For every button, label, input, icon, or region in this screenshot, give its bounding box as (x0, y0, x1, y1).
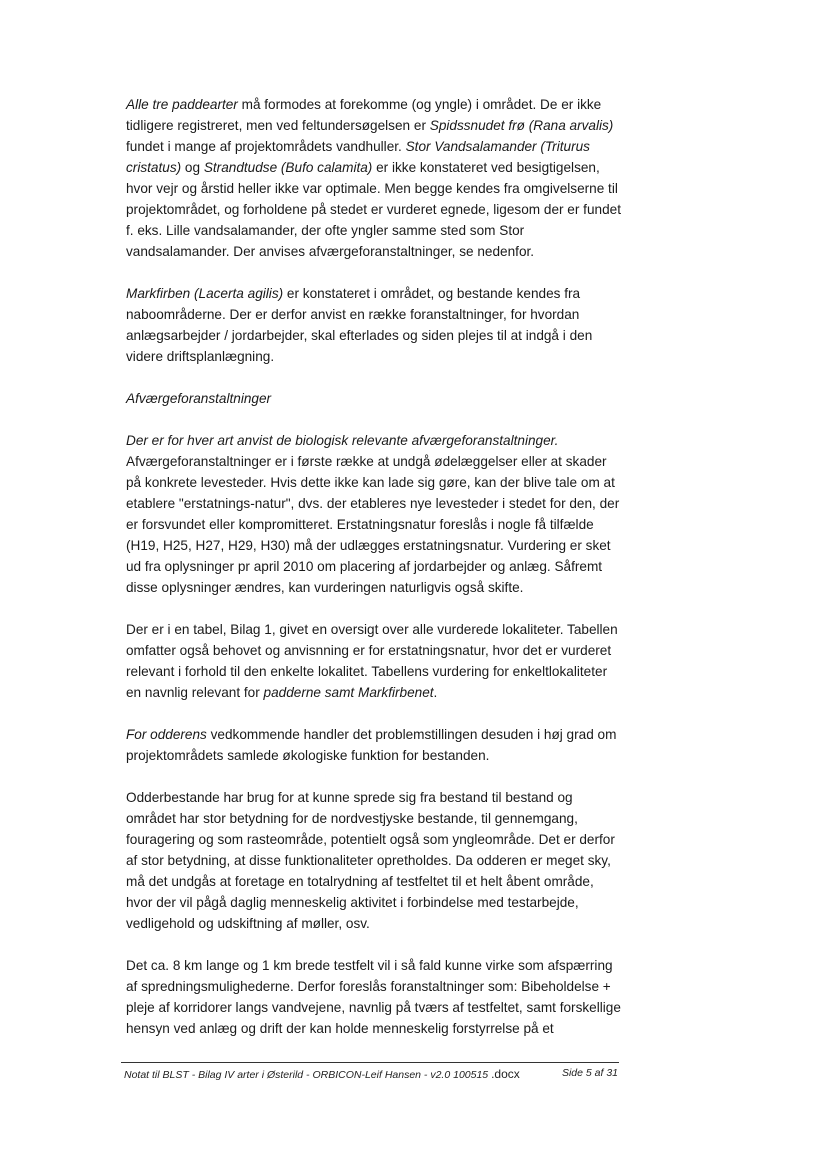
italic-run: padderne samt Markfirbenet (263, 685, 434, 700)
footer-page-number: Side 5 af 31 (561, 1067, 618, 1079)
text-run: og (181, 160, 204, 175)
italic-run: Alle tre paddearter (126, 97, 238, 112)
italic-run: Spidssnudet frø (Rana arvalis) (429, 118, 614, 133)
paragraph-group-otter (126, 619, 622, 1039)
footer-divider (121, 1062, 619, 1063)
italic-run: Markfirben (Lacerta agilis) (126, 286, 284, 301)
body-paragraph (126, 724, 622, 766)
text-run: vedkommende handler det problemstillingen desuden i høj grad om projektområdets samlede økologiske funktion for bestanden. (126, 727, 617, 763)
text-run: . (433, 685, 438, 700)
footer-document-title (124, 1067, 520, 1081)
text-run: Odderbestande har brug for at kunne sprede sig fra bestand til bestand og området har stor betydning for de nordvestjyske bestande, til gennemgang, fouragering og som rasteområde, potentielt også som yngleområde. Det er derfor af stor betydning, at disse funktionaliteter opretholdes. Da odderen er meget sky, må det undgås at foretage en totalrydning af testfeltet til et helt åbent område, hvor der vil pågå daglig menneskelig aktivitet i forbindelse med testarbejde, vedligehold og udskiftning af møller, osv. (126, 790, 615, 931)
text-run: er ikke konstateret ved besigtigelsen, hvor vejr og årstid heller ikke var optimale. Men begge kendes fra omgivelserne til projektområdet, og forholdene på stedet er vurderet egnede, ligesom der er fundet f. eks. Lille vandsalamander, der ofte yngler samme sted som Stor vandsalamander. Der anvises afværgeforanstaltninger, se nedenfor. (126, 160, 621, 259)
body-paragraph (126, 787, 622, 934)
body-paragraph (126, 619, 622, 703)
measures-paragraph (126, 430, 622, 598)
italic-run: Strandtudse (Bufo calamita) (203, 160, 373, 175)
italic-run: For odderens (126, 727, 207, 742)
italic-run: Stor Vandsalamander (Triturus cristatus) (126, 139, 590, 175)
text-run: fundet i mange af projektområdets vandhuller. (126, 139, 406, 154)
measures-lead-line: Der er for hver art anvist de biologisk relevante afværgeforanstaltninger. (126, 433, 559, 448)
footer-file-extension: .docx (491, 1067, 520, 1081)
paragraph-group-amphibians (126, 94, 622, 367)
text-run: Det ca. 8 km lange og 1 km brede testfelt vil i så fald kunne virke som afspærring af spredningsmulighederne. Derfor foreslås foranstaltninger som: Bibeholdelse + pleje af korridorer langs vandvejene, navnlig på tværs af testfeltet, samt forskellige hensyn ved anlæg og drift der kan holde menneskelig forstyrrelse på et (126, 958, 621, 1036)
text-run: må formodes at forekomme (og yngle) i området. De er ikke tidligere registreret, men ved feltundersøgelsen er (126, 97, 602, 133)
document-body (126, 94, 622, 1060)
page-footer (124, 1067, 618, 1081)
text-run: er konstateret i området, og bestande kendes fra naboområderne. Der er derfor anvist en række foranstaltninger, for hvordan anlægsarbejder / jordarbejder, skal efterlades og siden plejes til at indgå i den videre driftsplanlægning. (126, 286, 593, 364)
footer-title-text: Notat til BLST - Bilag IV arter i Østerild - ORBICON-Leif Hansen - v2.0 100515 (124, 1069, 489, 1081)
body-paragraph (126, 955, 622, 1039)
body-paragraph (126, 283, 622, 367)
measures-text: Afværgeforanstaltninger er i første række at undgå ødelæggelser eller at skader på konkrete levesteder. Hvis dette ikke kan lade sig gøre, kan der blive tale om at etablere "erstatnings-natur", dvs. der etableres nye levesteder i stedet for den, der er forsvundet eller kompromitteret. Erstatningsnatur foreslås i nogle få tilfælde (H19, H25, H27, H29, H30) må der udlægges erstatningsnatur. Vurdering er sket ud fra oplysninger pr april 2010 om placering af jordarbejder og anlæg. Såfremt disse oplysninger ændres, kan vurderingen naturligvis også skifte. (126, 454, 620, 595)
text-run: Der er i en tabel, Bilag 1, givet en oversigt over alle vurderede lokaliteter. Tabellen omfatter også behovet og anvisnning er for erstatningsnatur, hvor det er vurderet relevant i forhold til den enkelte lokalitet. Tabellens vurdering for enkeltlokaliteter en navnlig relevant for (126, 622, 618, 700)
section-heading: Afværgeforanstaltninger (126, 391, 272, 406)
body-paragraph (126, 94, 622, 262)
